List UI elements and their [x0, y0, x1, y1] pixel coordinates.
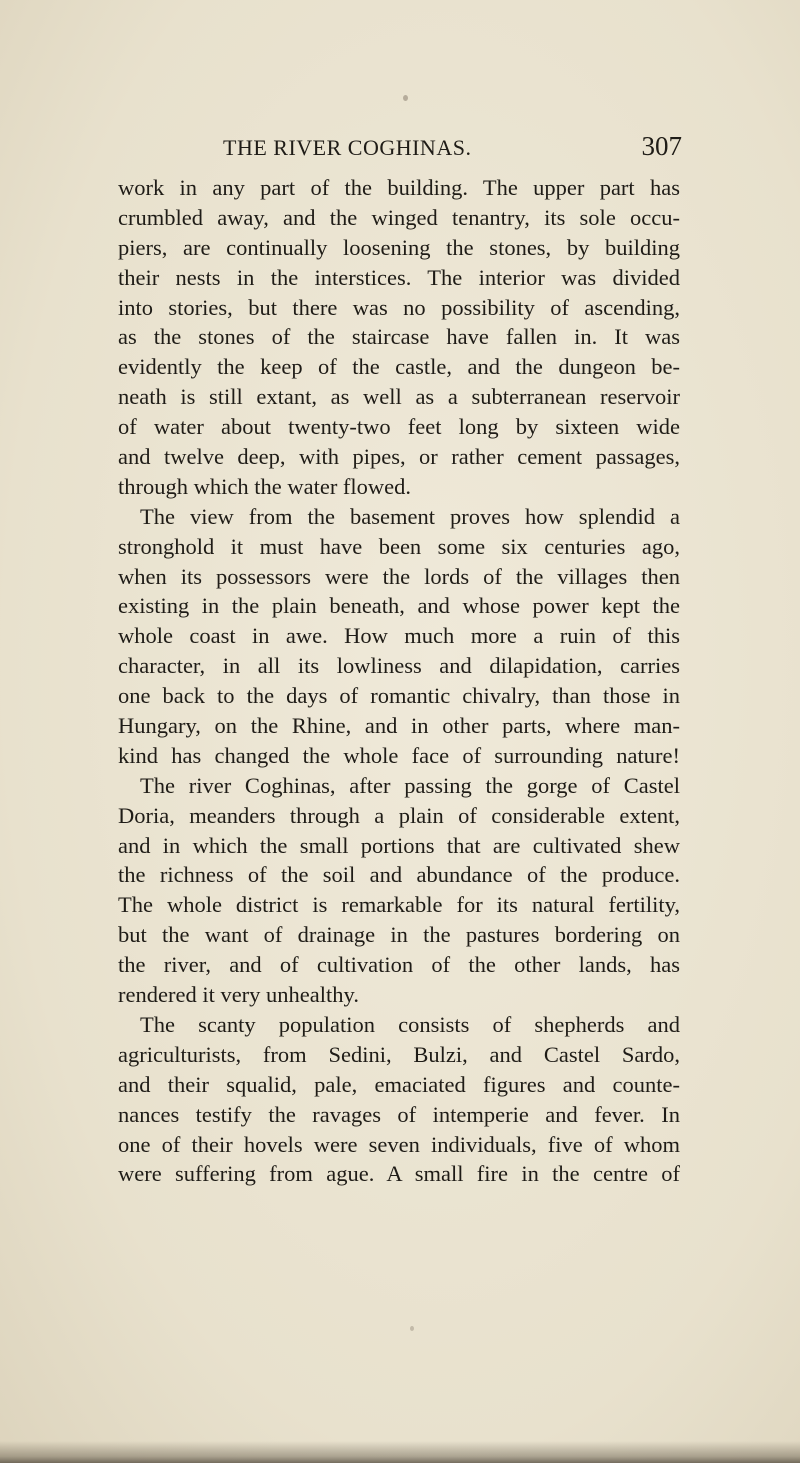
text-line: through which the water flowed. — [118, 473, 412, 499]
paper-speck — [410, 1326, 414, 1331]
text-line: Hungary, on the Rhine, and in other parts, where man- — [118, 713, 680, 739]
text-line: of water about twenty-two feet long by sixteen wide — [118, 414, 680, 440]
text-line: neath is still extant, as well as a subterranean reservoir — [118, 384, 680, 410]
text-line: character, in all its lowliness and dilapidation, carries — [118, 653, 680, 679]
running-title: THE RIVER COGHINAS. — [223, 135, 472, 160]
text-line: stronghold it must have been some six centuries ago, — [118, 533, 680, 559]
text-line: whole coast in awe. How much more a ruin of this — [118, 623, 680, 649]
text-line: The view from the basement proves how splendid a — [140, 503, 680, 529]
text-line: The whole district is remarkable for its natural fertility, — [118, 892, 680, 918]
text-line: into stories, but there was no possibility of ascending, — [118, 294, 680, 320]
text-line: rendered it very unhealthy. — [118, 982, 359, 1008]
body-text — [118, 173, 680, 1189]
text-line: and their squalid, pale, emaciated figures and counte- — [118, 1071, 680, 1097]
text-line: nances testify the ravages of intemperie and fever. In — [118, 1101, 680, 1127]
text-line: and twelve deep, with pipes, or rather cement passages, — [118, 444, 680, 470]
text-line: existing in the plain beneath, and whose power kept the — [118, 593, 680, 619]
text-line: piers, are continually loosening the stones, by building — [118, 234, 680, 260]
page-bottom-edge — [0, 1441, 800, 1463]
text-line: Doria, meanders through a plain of considerable extent, — [118, 802, 680, 828]
text-line: kind has changed the whole face of surrounding nature! — [118, 742, 680, 768]
text-line: agriculturists, from Sedini, Bulzi, and Castel Sardo, — [118, 1041, 680, 1067]
text-line: crumbled away, and the winged tenantry, its sole occu- — [118, 204, 680, 230]
page-number: 307 — [641, 131, 682, 161]
text-line: evidently the keep of the castle, and the dungeon be- — [118, 354, 680, 380]
text-line: work in any part of the building. The upper part has — [118, 175, 680, 200]
text-line: one of their hovels were seven individuals, five of whom — [118, 1131, 680, 1157]
text-line: the river, and of cultivation of the other lands, has — [118, 952, 680, 978]
running-head — [178, 131, 682, 167]
text-line: The river Coghinas, after passing the gorge of Castel — [140, 772, 680, 798]
text-line: and in which the small portions that are cultivated shew — [118, 832, 680, 858]
text-line: when its possessors were the lords of the villages then — [118, 563, 680, 589]
text-line: the richness of the soil and abundance of the produce. — [118, 862, 680, 888]
text-line: The scanty population consists of shepherds and — [140, 1011, 680, 1037]
text-line: one back to the days of romantic chivalry, than those in — [118, 683, 680, 709]
text-line: as the stones of the staircase have fallen in. It was — [118, 324, 680, 350]
text-line: were suffering from ague. A small fire in the centre of — [118, 1161, 680, 1187]
paper-speck — [403, 95, 408, 101]
text-line: but the want of drainage in the pastures bordering on — [118, 922, 680, 948]
text-line: their nests in the interstices. The interior was divided — [118, 264, 680, 290]
